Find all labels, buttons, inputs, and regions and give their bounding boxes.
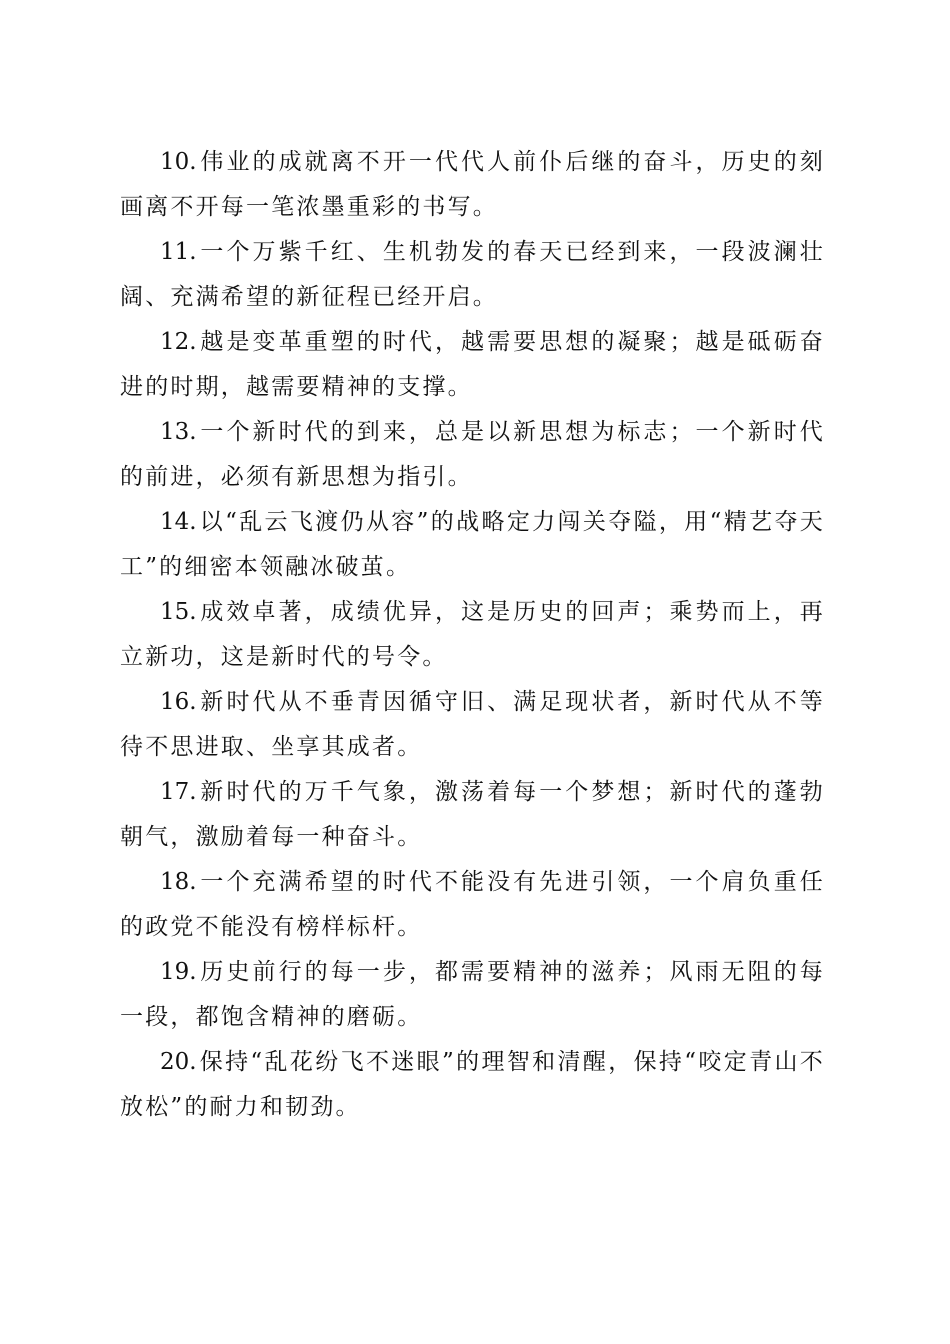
item-number: 19. bbox=[160, 959, 197, 985]
list-item bbox=[120, 230, 825, 320]
list-item bbox=[120, 680, 825, 770]
item-number: 16. bbox=[160, 689, 197, 715]
list-item bbox=[120, 770, 825, 860]
item-number: 14. bbox=[160, 509, 197, 535]
item-text: 新时代从不垂青因循守旧、满足现状者，新时代从不等待不思进取、坐享其成者。 bbox=[120, 689, 825, 760]
item-text: 越是变革重塑的时代，越需要思想的凝聚；越是砥砺奋进的时期，越需要精神的支撑。 bbox=[120, 329, 825, 400]
item-number: 15. bbox=[160, 599, 197, 625]
item-text: 一个万紫千红、生机勃发的春天已经到来，一段波澜壮阔、充满希望的新征程已经开启。 bbox=[120, 239, 825, 310]
list-item bbox=[120, 860, 825, 950]
list-item bbox=[120, 500, 825, 590]
list-item bbox=[120, 140, 825, 230]
item-text: 保持“乱花纷飞不迷眼”的理智和清醒，保持“咬定青山不放松”的耐力和韧劲。 bbox=[120, 1049, 825, 1120]
list-item bbox=[120, 950, 825, 1040]
document-body bbox=[120, 140, 825, 1130]
item-text: 以“乱云飞渡仍从容”的战略定力闯关夺隘，用“精艺夺天工”的细密本领融冰破茧。 bbox=[120, 509, 825, 580]
item-number: 18. bbox=[160, 869, 197, 895]
list-item bbox=[120, 1040, 825, 1130]
item-text: 一个充满希望的时代不能没有先进引领，一个肩负重任的政党不能没有榜样标杆。 bbox=[120, 869, 825, 940]
list-item bbox=[120, 410, 825, 500]
item-number: 11. bbox=[160, 239, 197, 265]
item-number: 13. bbox=[160, 419, 197, 445]
item-text: 历史前行的每一步，都需要精神的滋养；风雨无阻的每一段，都饱含精神的磨砺。 bbox=[120, 959, 825, 1030]
item-number: 12. bbox=[160, 329, 197, 355]
item-number: 17. bbox=[160, 779, 197, 805]
list-item bbox=[120, 320, 825, 410]
item-text: 新时代的万千气象，激荡着每一个梦想；新时代的蓬勃朝气，激励着每一种奋斗。 bbox=[120, 779, 825, 850]
item-text: 一个新时代的到来，总是以新思想为标志；一个新时代的前进，必须有新思想为指引。 bbox=[120, 419, 825, 490]
item-text: 成效卓著，成绩优异，这是历史的回声；乘势而上，再立新功，这是新时代的号令。 bbox=[120, 599, 825, 670]
list-item bbox=[120, 590, 825, 680]
item-number: 10. bbox=[160, 149, 197, 175]
item-text: 伟业的成就离不开一代代人前仆后继的奋斗，历史的刻画离不开每一笔浓墨重彩的书写。 bbox=[120, 149, 825, 220]
item-number: 20. bbox=[160, 1049, 197, 1075]
